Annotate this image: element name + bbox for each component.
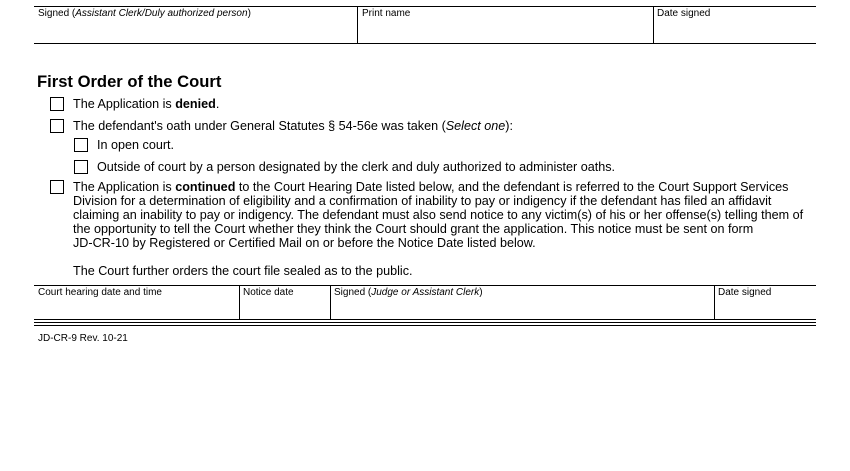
continued-line-3: claiming an inability to pay or indigency. The defendant must also send notice to any victim(s) of his or her offense(s) telling them of bbox=[73, 208, 804, 222]
oath-suffix: ): bbox=[505, 119, 513, 133]
section-title: First Order of the Court bbox=[37, 72, 222, 91]
date-signed-field[interactable] bbox=[656, 22, 814, 41]
continued-line-1 bbox=[73, 180, 788, 194]
denied-text bbox=[73, 97, 219, 111]
outside-court-text: Outside of court by a person designated by the clerk and duly authorized to administer oaths. bbox=[97, 160, 616, 174]
judge-signed-suffix: ) bbox=[479, 287, 483, 298]
date-signed-label: Date signed bbox=[657, 8, 711, 19]
oath-prefix: The defendant's oath under General Statutes § 54-56e was taken ( bbox=[73, 119, 446, 133]
signed-judge-field[interactable] bbox=[333, 300, 711, 317]
signed-prefix: Signed ( bbox=[38, 8, 76, 19]
continued-line-1-rest: to the Court Hearing Date listed below, and the defendant is referred to the Court Support Services bbox=[235, 180, 789, 194]
judge-signed-role: Judge or Assistant Clerk bbox=[371, 287, 480, 298]
print-name-label: Print name bbox=[362, 8, 411, 19]
oath-text bbox=[73, 119, 513, 133]
open-court-text: In open court. bbox=[97, 138, 175, 152]
continued-line-5: JD-CR-10 by Registered or Certified Mail on or before the Notice Date listed below. bbox=[73, 236, 536, 250]
sealed-text: The Court further orders the court file sealed as to the public. bbox=[73, 264, 413, 278]
oath-italic: Select one bbox=[445, 119, 506, 133]
signed-role: Assistant Clerk/Duly authorized person bbox=[75, 8, 248, 19]
form-id: JD-CR-9 Rev. 10-21 bbox=[38, 333, 128, 344]
signed-clerk-field[interactable] bbox=[36, 22, 354, 41]
signed-clerk-label bbox=[38, 8, 251, 20]
continued-bold: continued bbox=[175, 180, 236, 194]
signed-judge-label bbox=[334, 287, 483, 299]
continued-line-4: the opportunity to tell the Court whether they think the Court should grant the application. This notice must be sent on form bbox=[73, 222, 754, 236]
oath-checkbox[interactable] bbox=[50, 119, 64, 133]
notice-date-label: Notice date bbox=[243, 287, 294, 298]
signed-suffix: ) bbox=[247, 8, 251, 19]
denied-bold: denied bbox=[175, 97, 216, 111]
bottom-date-signed-field[interactable] bbox=[717, 300, 814, 317]
outside-court-checkbox[interactable] bbox=[74, 160, 88, 174]
judge-signed-prefix: Signed ( bbox=[334, 287, 372, 298]
denied-checkbox[interactable] bbox=[50, 97, 64, 111]
notice-date-field[interactable] bbox=[242, 300, 327, 317]
hearing-date-field[interactable] bbox=[36, 300, 236, 317]
denied-prefix: The Application is bbox=[73, 97, 176, 111]
denied-suffix: . bbox=[215, 97, 220, 111]
open-court-checkbox[interactable] bbox=[74, 138, 88, 152]
continued-line-2: Division for a determination of eligibility and a confirmation of inability to pay or indigency if the defendant has filed an affidavit bbox=[73, 194, 772, 208]
print-name-field[interactable] bbox=[360, 22, 650, 41]
bottom-date-signed-label: Date signed bbox=[718, 287, 772, 298]
continued-prefix: The Application is bbox=[73, 180, 176, 194]
continued-checkbox[interactable] bbox=[50, 180, 64, 194]
hearing-date-label: Court hearing date and time bbox=[38, 287, 162, 298]
